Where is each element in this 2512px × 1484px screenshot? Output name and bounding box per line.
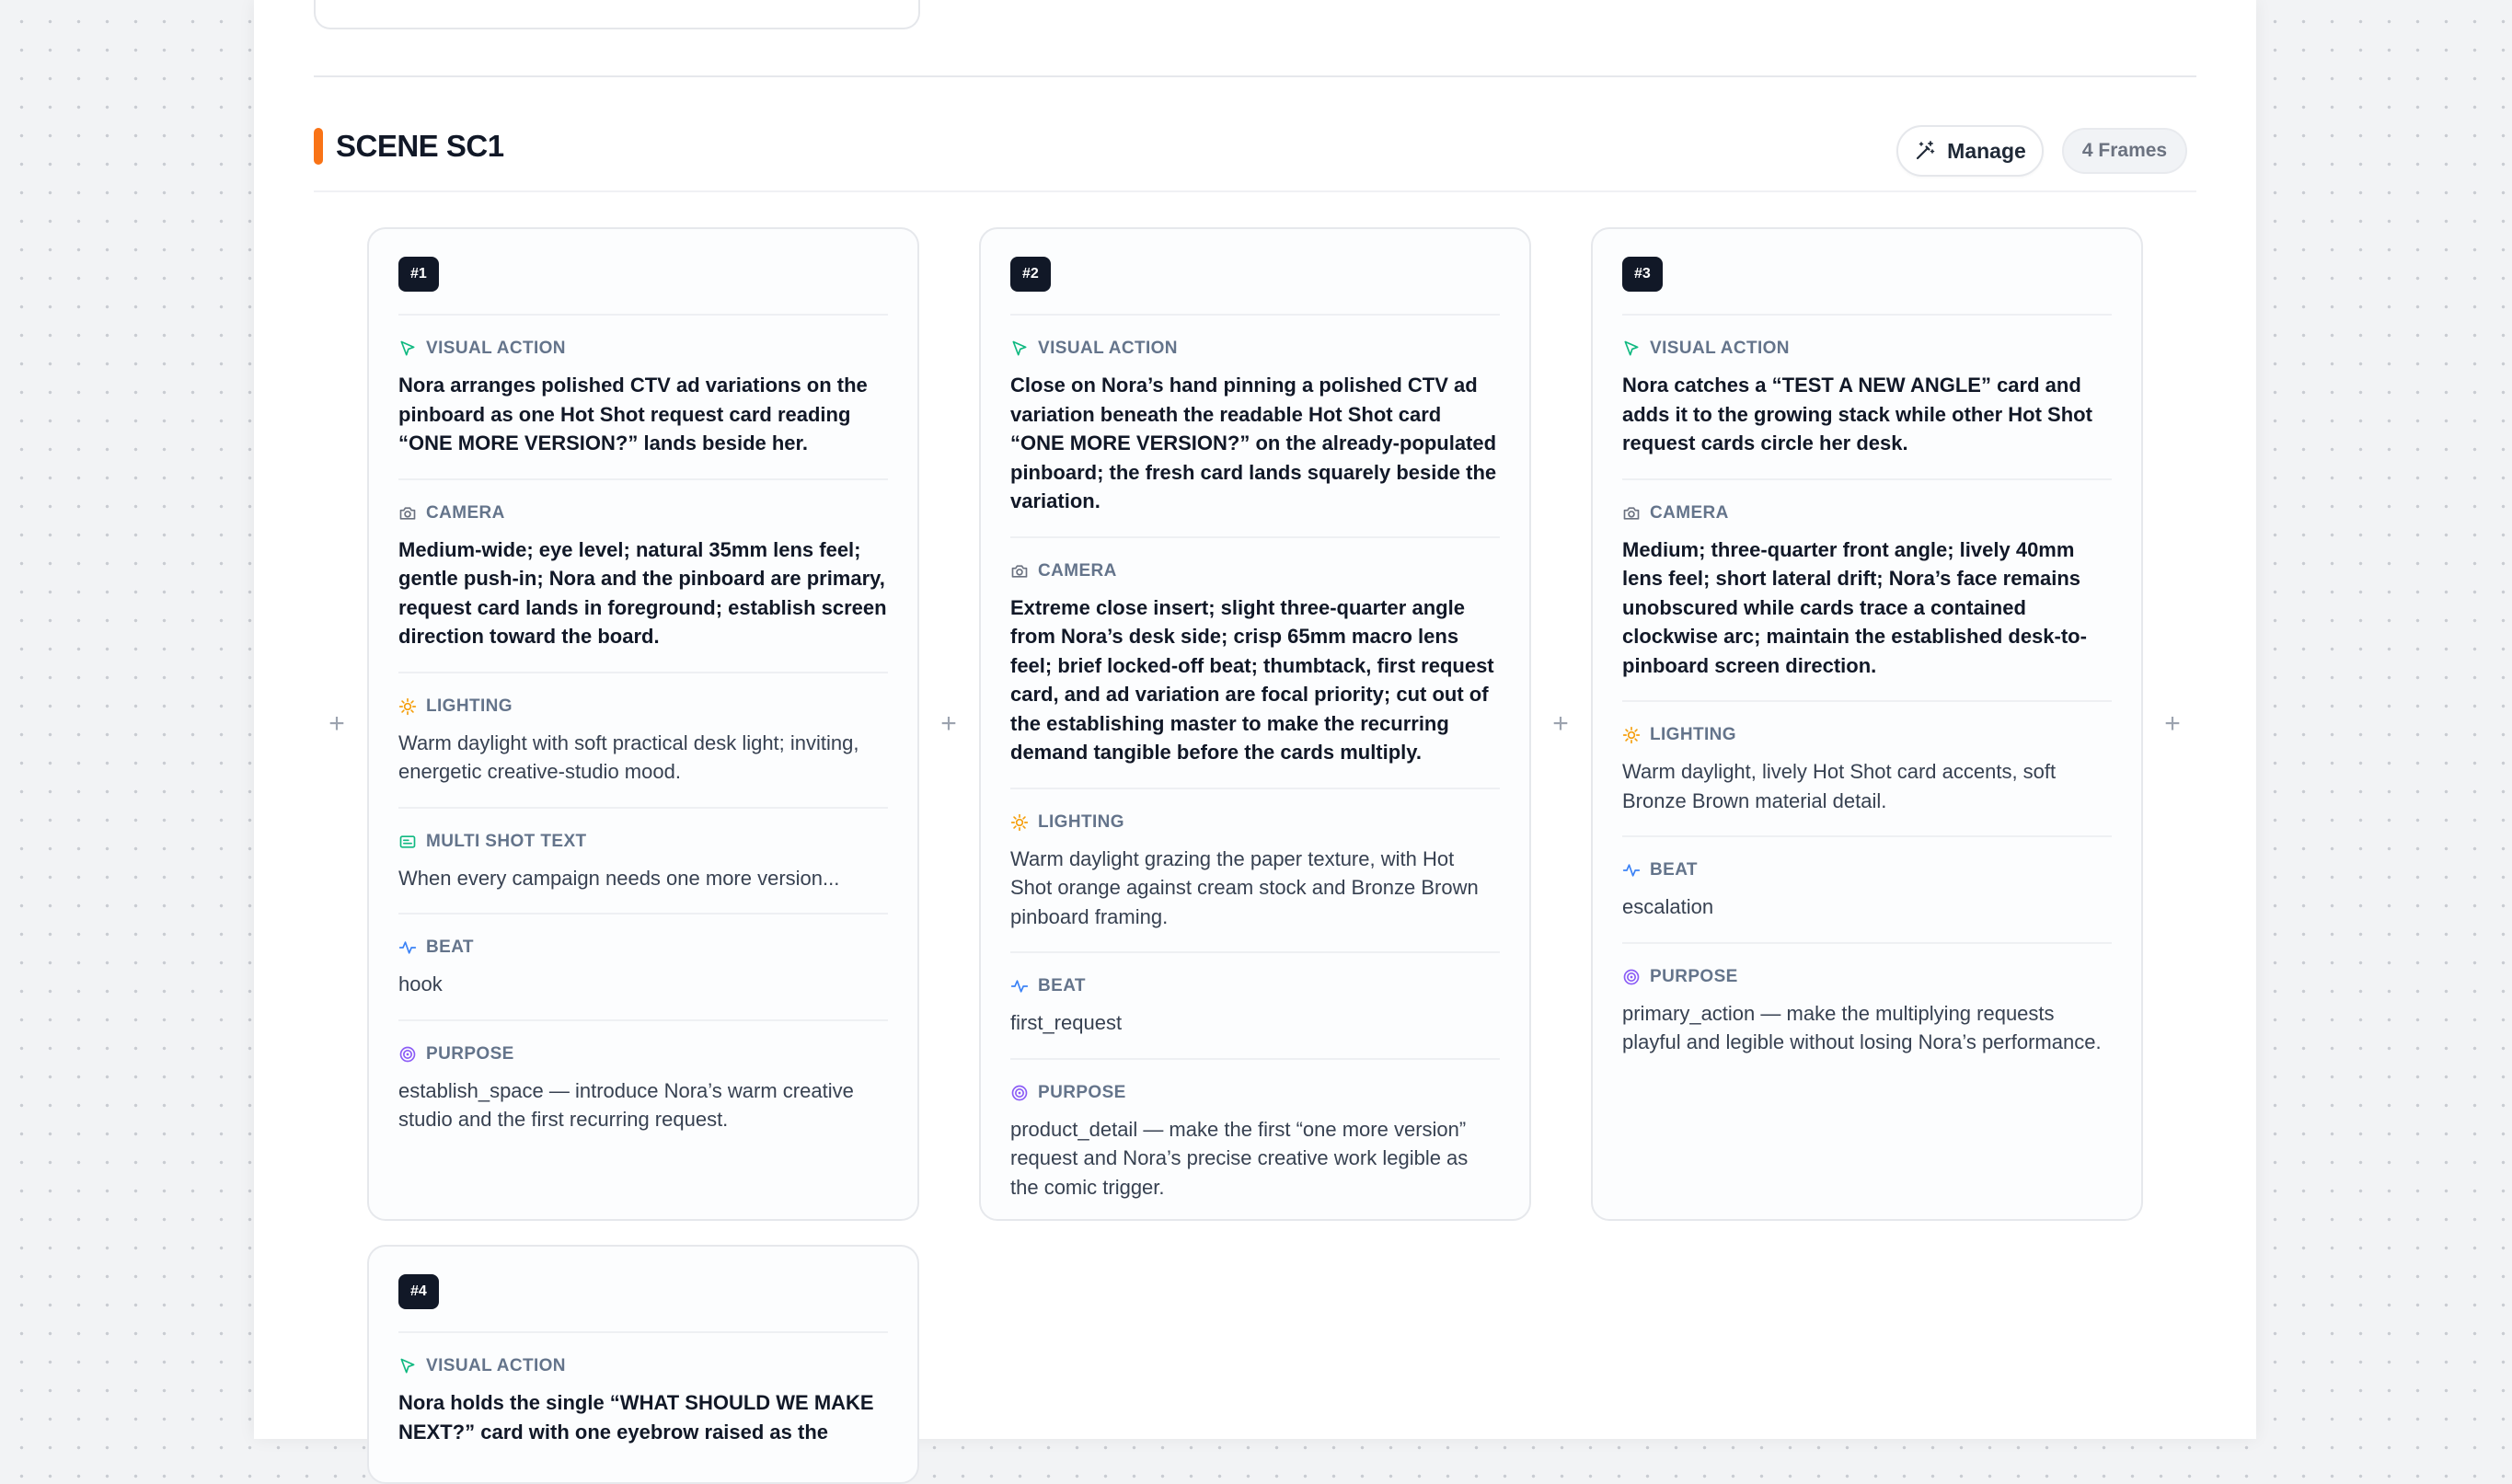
frame-card-3[interactable] [1591, 227, 2143, 1221]
header-divider [314, 190, 2196, 192]
purpose-section [398, 1021, 888, 1155]
pulse-icon [398, 938, 417, 957]
purpose-text: primary_action — make the multiplying requests playful and legible without losing Nora’s performance. [1622, 1001, 2102, 1053]
cursor-icon [1010, 339, 1029, 358]
section-label: PURPOSE [1650, 966, 1738, 986]
section-label: VISUAL ACTION [1038, 339, 1178, 358]
section-label: VISUAL ACTION [426, 339, 566, 358]
insert-frame-button-4[interactable]: + [2164, 708, 2181, 739]
purpose-text: establish_space — introduce Nora’s warm creative studio and the first recurring request. [398, 1078, 854, 1131]
lighting-text: Warm daylight, lively Hot Shot card accents, soft Bronze Brown material detail. [1622, 760, 2057, 812]
camera-section [398, 480, 888, 673]
target-icon [1010, 1084, 1029, 1102]
text-box-icon [398, 833, 417, 851]
visual-action-section [1622, 316, 2112, 480]
lighting-section [1010, 789, 1500, 954]
scene-header [314, 125, 2196, 190]
visual-action-text: Nora catches a “TEST A NEW ANGLE” card and adds it to the growing stack while other Hot Shot request cards circle her desk. [1622, 374, 2092, 454]
beat-text: escalation [1622, 895, 1714, 918]
purpose-text: product_detail — make the first “one more version” request and Nora’s precise creative work legible as the comic trigger. [1010, 1117, 1469, 1199]
scene-accent-bar [314, 128, 323, 165]
section-label: PURPOSE [426, 1043, 514, 1064]
section-label: MULTI SHOT TEXT [426, 831, 587, 851]
section-label: BEAT [1038, 976, 1086, 995]
section-label: VISUAL ACTION [1650, 339, 1790, 358]
purpose-section [1622, 944, 2112, 1077]
beat-text: hook [398, 972, 443, 995]
camera-icon [1010, 562, 1029, 581]
insert-frame-button-1[interactable]: + [328, 708, 345, 739]
section-label: LIGHTING [1650, 725, 1736, 744]
frame-number-badge: #4 [398, 1274, 439, 1309]
cursor-icon [1622, 339, 1641, 358]
insert-frame-button-3[interactable]: + [1552, 708, 1569, 739]
previous-scene-card [314, 0, 920, 29]
section-label: LIGHTING [426, 696, 513, 716]
section-label: BEAT [1650, 860, 1698, 880]
multi-shot-text: When every campaign needs one more version... [398, 866, 840, 890]
sun-icon [1622, 726, 1641, 744]
pulse-icon [1010, 977, 1029, 995]
beat-text: first_request [1010, 1011, 1123, 1034]
frame-card-4[interactable] [367, 1245, 919, 1484]
camera-icon [1622, 504, 1641, 523]
frame-number-badge: #1 [398, 257, 439, 292]
section-label: PURPOSE [1038, 1082, 1126, 1102]
lighting-text: Warm daylight with soft practical desk light; inviting, energetic creative-studio mood. [398, 730, 859, 783]
section-label: BEAT [426, 938, 474, 957]
target-icon [1622, 968, 1641, 986]
frame-card-2[interactable] [979, 227, 1531, 1221]
visual-action-text: Close on Nora’s hand pinning a polished CTV ad variation beneath the readable Hot Shot card “ONE MORE VERSION?” on the already-populated pinboard; the fresh card lands squarely beside the variation. [1010, 374, 1497, 512]
insert-frame-button-2[interactable]: + [940, 708, 957, 739]
lighting-text: Warm daylight grazing the paper texture, with Hot Shot orange against cream stock and Bronze Brown pinboard framing. [1010, 846, 1479, 928]
target-icon [398, 1045, 417, 1064]
camera-icon [398, 504, 417, 523]
section-label: CAMERA [1038, 560, 1117, 581]
manage-button[interactable] [1896, 125, 2044, 177]
purpose-section [1010, 1060, 1500, 1222]
pulse-icon [1622, 861, 1641, 880]
section-label: LIGHTING [1038, 811, 1124, 832]
section-label: CAMERA [1650, 502, 1729, 523]
lighting-section [1622, 702, 2112, 837]
storyboard-panel [254, 0, 2256, 1444]
cursor-icon [398, 1357, 417, 1375]
visual-action-text: Nora holds the single “WHAT SHOULD WE MAKE NEXT?” card with one eyebrow raised as the [398, 1391, 874, 1444]
frames-count-badge: 4 Frames [2062, 128, 2187, 174]
magic-wand-icon [1914, 140, 1936, 162]
visual-action-text: Nora arranges polished CTV ad variations on the pinboard as one Hot Shot request card reading “ONE MORE VERSION?” lands beside her. [398, 374, 868, 454]
frame-number-badge: #3 [1622, 257, 1663, 292]
manage-button-label: Manage [1947, 138, 2026, 163]
camera-text: Extreme close insert; slight three-quarter angle from Nora’s desk side; crisp 65mm macro lens feel; brief locked-off beat; thumbtack, first request card, and ad variation are focal priority; cut out of the establishing master to make the recurring demand tangible before the cards multiply. [1010, 595, 1494, 764]
camera-text: Medium-wide; eye level; natural 35mm lens feel; gentle push-in; Nora and the pinboard are primary, request card lands in foreground; establish screen direction toward the board. [398, 537, 887, 648]
frame-number-badge: #2 [1010, 257, 1051, 292]
camera-section [1622, 480, 2112, 703]
sun-icon [1010, 813, 1029, 832]
section-label: CAMERA [426, 502, 505, 523]
section-label: VISUAL ACTION [426, 1356, 566, 1375]
beat-section [398, 915, 888, 1021]
cursor-icon [398, 339, 417, 358]
beat-section [1010, 953, 1500, 1060]
visual-action-section [398, 316, 888, 480]
camera-section [1010, 538, 1500, 789]
camera-text: Medium; three-quarter front angle; lively 40mm lens feel; short lateral drift; Nora’s face remains unobscured while cards trace a contained clockwise arc; maintain the established desk-to-pinboard screen direction. [1622, 537, 2087, 677]
visual-action-section [398, 1333, 888, 1467]
section-divider [314, 75, 2196, 77]
visual-action-section [1010, 316, 1500, 538]
multi-shot-text-section [398, 809, 888, 915]
beat-section [1622, 837, 2112, 944]
scene-title: SCENE SC1 [336, 129, 504, 163]
frame-card-1[interactable] [367, 227, 919, 1221]
sun-icon [398, 697, 417, 716]
lighting-section [398, 673, 888, 809]
